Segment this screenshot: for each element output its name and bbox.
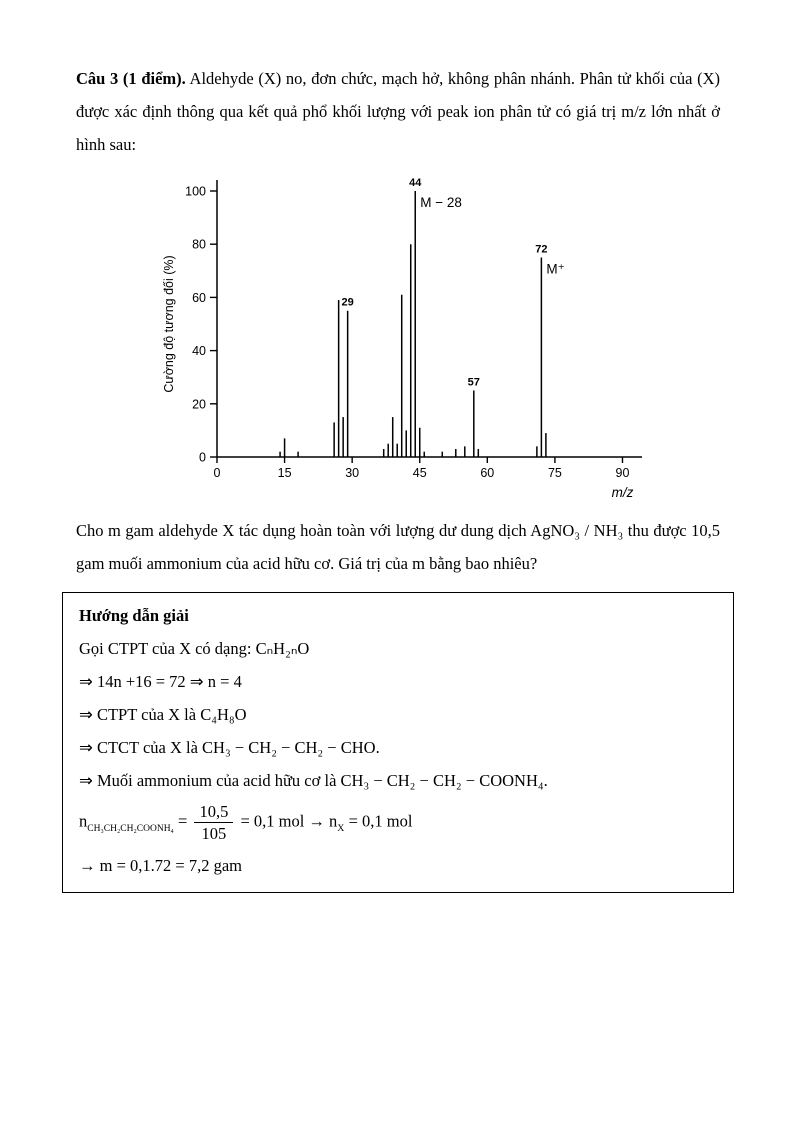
nx-subscript: X (337, 823, 345, 835)
svg-text:45: 45 (412, 466, 427, 480)
svg-text:29: 29 (341, 296, 354, 309)
svg-text:100: 100 (185, 184, 206, 199)
chart-axes (163, 180, 642, 500)
svg-text:30: 30 (345, 466, 360, 480)
svg-text:60: 60 (192, 290, 206, 305)
question-paragraph (76, 62, 720, 161)
svg-text:M⁺: M⁺ (546, 261, 565, 277)
mole-symbol-subscript: CH₃CH₂CH₂COONH₄ (87, 824, 174, 835)
svg-text:57: 57 (467, 376, 480, 389)
solution-line-7: → m = 0,1.72 = 7,2 gam (79, 855, 242, 875)
svg-text:M − 28: M − 28 (420, 195, 462, 210)
svg-text:75: 75 (547, 466, 562, 480)
mass-spectrum-chart (163, 165, 647, 508)
solution-line-1: Gọi CTPT của X có dạng: CₙH₂ₙO (79, 639, 310, 658)
svg-text:44: 44 (409, 177, 422, 189)
question-part2: thu được 10,5 gam muối ammonium của acid hữu cơ. Giá trị của m bằng bao nhiêu? (76, 521, 721, 573)
mole-symbol: n (79, 811, 88, 831)
svg-text:Cường độ tương đối (%): Cường độ tương đối (%) (163, 255, 176, 393)
solution-line-3: ⇒ CTPT của X là C₄H₈O (79, 705, 247, 724)
svg-text:m/z: m/z (611, 485, 634, 500)
chart-annotations (420, 195, 565, 277)
solution-mole-equation (79, 797, 717, 849)
svg-text:20: 20 (192, 397, 206, 412)
equals-sign: = (173, 811, 192, 831)
equation-middle: = 0,1 mol → n (236, 811, 338, 831)
mass-spectrum-svg (163, 165, 647, 503)
solution-line-5: ⇒ Muối ammonium của acid hữu cơ là CH₃ − CH₂ − CH₂ − COONH₄. (79, 771, 548, 790)
solution-title: Hướng dẫn giải (79, 606, 189, 625)
fraction (194, 801, 233, 845)
fraction-denominator: 105 (201, 824, 227, 844)
svg-text:90: 90 (615, 466, 630, 480)
solution-line-4: ⇒ CTCT của X là CH₃ − CH₂ − CH₂ − CHO. (79, 738, 380, 757)
svg-text:60: 60 (480, 466, 495, 480)
svg-text:80: 80 (192, 237, 206, 252)
solution-box (62, 592, 734, 893)
svg-text:0: 0 (199, 450, 206, 465)
question-continuation (76, 514, 720, 580)
solution-line-2: ⇒ 14n +16 = 72 ⇒ n = 4 (79, 672, 242, 691)
fraction-numerator: 10,5 (194, 801, 233, 823)
svg-text:40: 40 (192, 344, 206, 359)
chart-peaks (280, 191, 546, 457)
equation-end: = 0,1 mol (344, 811, 413, 831)
reagent-formula: AgNO₃ / NH₃ (530, 521, 624, 540)
question-text: Aldehyde (X) no, đơn chức, mạch hở, không phân nhánh. Phân tử khối của (X) được xác định thông qua kết quả phổ khối lượng với peak ion phân tử có giá trị m/z lớn nhất ở hình sau: (76, 69, 720, 154)
question-label: Câu 3 (1 điểm). (76, 69, 186, 88)
svg-text:0: 0 (213, 466, 221, 480)
svg-text:15: 15 (277, 466, 292, 480)
svg-text:72: 72 (535, 243, 548, 256)
question-part1: Cho m gam aldehyde X tác dụng hoàn toàn với lượng dư dung dịch (76, 521, 527, 540)
